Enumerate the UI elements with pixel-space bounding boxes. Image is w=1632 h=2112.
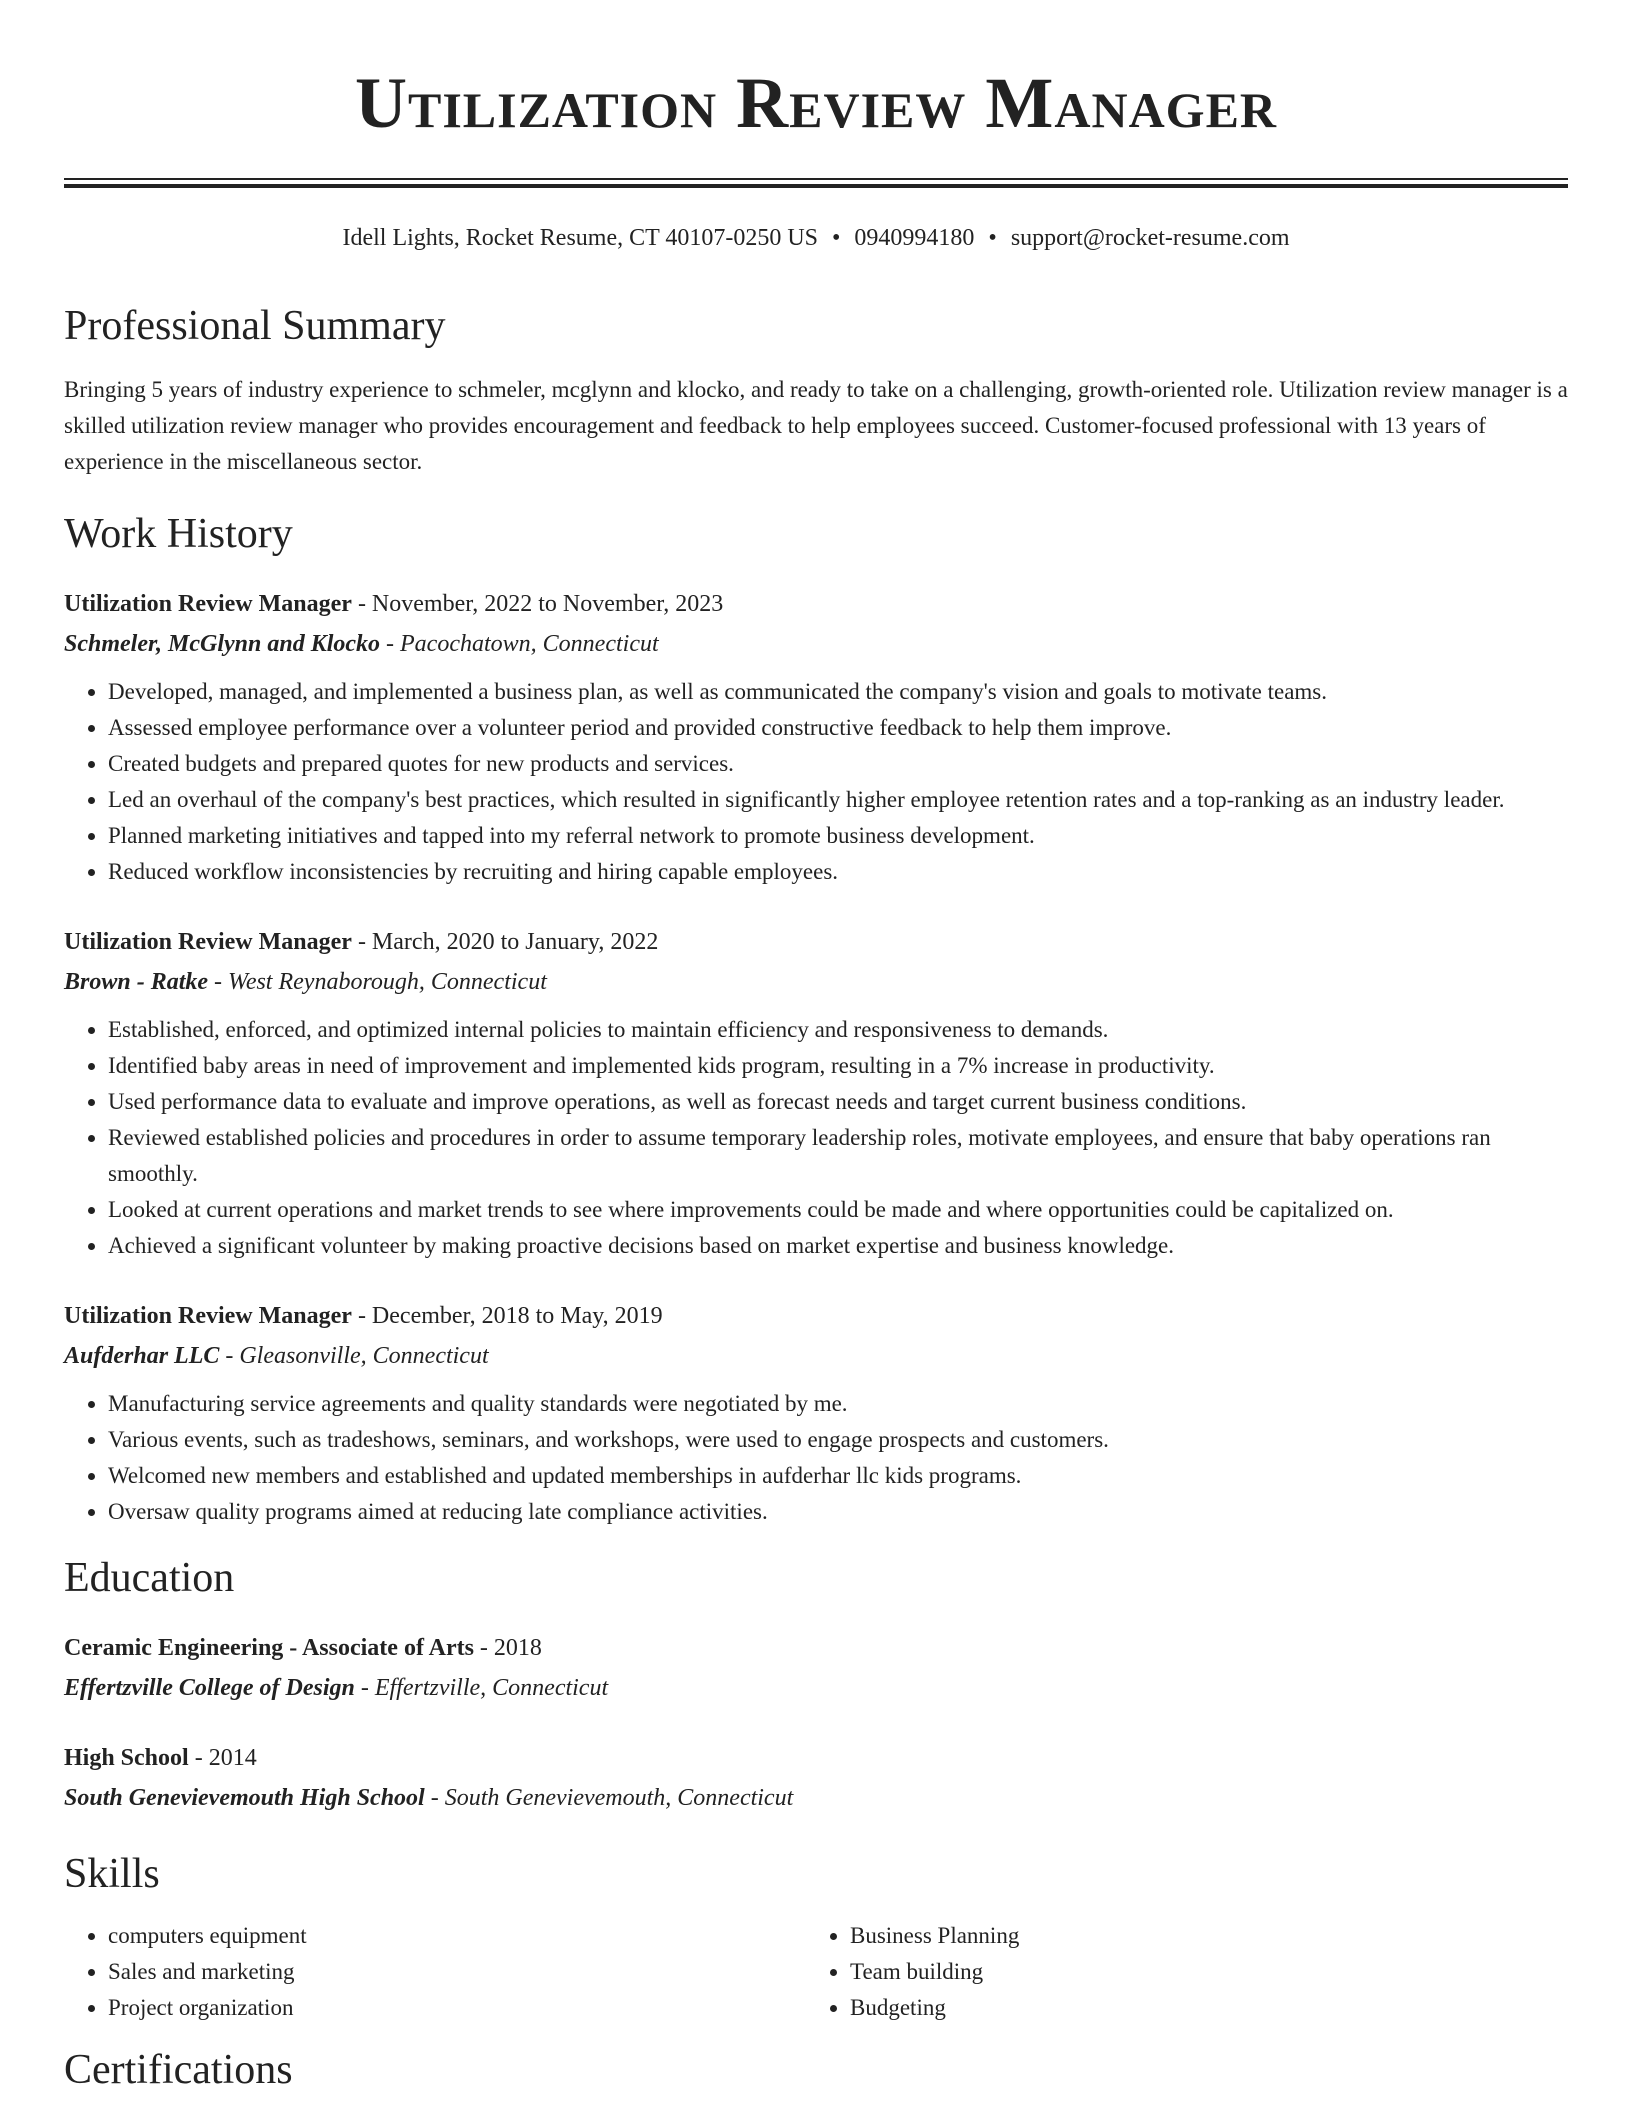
education-header	[64, 1738, 1568, 1778]
skills-column-right	[806, 1918, 1548, 2026]
skills-column-left	[64, 1918, 806, 2026]
contact-email: support@rocket-resume.com	[1010, 225, 1290, 251]
duty-item: • Reviewed established policies and procedures in order to assume temporary leadership roles, motivate employees, and ensure that baby operations ran smoothly.	[108, 1120, 1568, 1192]
job-duties	[64, 1012, 1568, 1264]
skill-item: • computers equipment	[108, 1918, 806, 1954]
job-entry	[64, 922, 1568, 1264]
job-title: Utilization Review Manager	[64, 1303, 352, 1329]
contact-phone: 0940994180	[854, 225, 975, 251]
contact-address: Idell Lights, Rocket Resume, CT 40107-0250 US	[342, 225, 819, 251]
duty-item: • Used performance data to evaluate and improve operations, as well as forecast needs and target current business conditions.	[108, 1084, 1568, 1120]
skill-item: • Sales and marketing	[108, 1954, 806, 1990]
education-heading: Education	[64, 1555, 235, 1601]
job-duties	[64, 1386, 1568, 1530]
education-entry	[64, 1628, 1568, 1708]
job-header	[64, 584, 1568, 624]
education-degree: Ceramic Engineering - Associate of Arts	[64, 1635, 474, 1661]
resume-title: Utilization Review Manager	[354, 63, 1278, 143]
summary-text: Bringing 5 years of industry experience to schmeler, mcglynn and klocko, and ready to take on a challenging, growth-oriented role. Utilization review manager is a skilled utilization review manager who provides encouragement and feedback to help employees succeed. Customer-focused professional with 13 years of experience in the miscellaneous sector.	[64, 377, 1568, 474]
job-location: - Pacochatown, Connecticut	[380, 631, 659, 657]
job-entry	[64, 1296, 1568, 1530]
education-institution	[64, 1668, 1568, 1708]
job-duties	[64, 674, 1568, 890]
duty-item: • Assessed employee performance over a volunteer period and provided constructive feedback to help them improve.	[108, 710, 1568, 746]
education-school: Effertzville College of Design	[64, 1675, 355, 1701]
contact-line	[64, 222, 1568, 254]
contact-separator: •	[832, 225, 841, 251]
duty-item: • Established, enforced, and optimized internal policies to maintain efficiency and responsiveness to demands.	[108, 1012, 1568, 1048]
skills-list	[64, 1918, 1568, 2026]
education-school: South Genevievemouth High School	[64, 1785, 425, 1811]
duty-item: • Led an overhaul of the company's best practices, which resulted in significantly higher employee retention rates and a top-ranking as an industry leader.	[108, 782, 1568, 818]
job-location: - Gleasonville, Connecticut	[219, 1343, 489, 1369]
job-header	[64, 922, 1568, 962]
job-dates: - December, 2018 to May, 2019	[351, 1303, 663, 1329]
certifications-heading: Certifications	[64, 2047, 293, 2093]
job-company: Aufderhar LLC	[64, 1343, 220, 1369]
education-location: - Effertzville, Connecticut	[354, 1675, 609, 1701]
job-employer	[64, 624, 1568, 664]
job-dates: - November, 2022 to November, 2023	[351, 591, 724, 617]
duty-item: • Achieved a significant volunteer by making proactive decisions based on market expertise and business knowledge.	[108, 1228, 1568, 1264]
skill-item: • Project organization	[108, 1990, 806, 2026]
job-dates: - March, 2020 to January, 2022	[351, 929, 659, 955]
education-entry	[64, 1738, 1568, 1818]
summary-heading: Professional Summary	[64, 303, 446, 349]
duty-item: • Identified baby areas in need of improvement and implemented kids program, resulting in a 7% increase in productivity.	[108, 1048, 1568, 1084]
contact-separator: •	[988, 225, 997, 251]
duty-item: • Oversaw quality programs aimed at reducing late compliance activities.	[108, 1494, 1568, 1530]
job-company: Brown - Ratke	[64, 969, 209, 995]
skill-item: • Business Planning	[850, 1918, 1548, 1954]
job-title: Utilization Review Manager	[64, 929, 352, 955]
job-header	[64, 1296, 1568, 1336]
duty-item: • Various events, such as tradeshows, seminars, and workshops, were used to engage prospects and customers.	[108, 1422, 1568, 1458]
duty-item: • Looked at current operations and market trends to see where improvements could be made and where opportunities could be capitalized on.	[108, 1192, 1568, 1228]
duty-item: • Manufacturing service agreements and quality standards were negotiated by me.	[108, 1386, 1568, 1422]
duty-item: • Planned marketing initiatives and tapped into my referral network to promote business development.	[108, 818, 1568, 854]
job-location: - West Reynaborough, Connecticut	[208, 969, 547, 995]
education-year: - 2018	[473, 1635, 542, 1661]
duty-item: • Developed, managed, and implemented a business plan, as well as communicated the company's vision and goals to motivate teams.	[108, 674, 1568, 710]
skills-heading: Skills	[64, 1851, 160, 1897]
education-header	[64, 1628, 1568, 1668]
duty-item: • Created budgets and prepared quotes for new products and services.	[108, 746, 1568, 782]
skill-item: • Team building	[850, 1954, 1548, 1990]
skill-item: • Budgeting	[850, 1990, 1548, 2026]
job-employer	[64, 1336, 1568, 1376]
title-divider	[64, 178, 1568, 188]
job-company: Schmeler, McGlynn and Klocko	[64, 631, 381, 657]
duty-item: • Reduced workflow inconsistencies by recruiting and hiring capable employees.	[108, 854, 1568, 890]
education-location: - South Genevievemouth, Connecticut	[424, 1785, 794, 1811]
duty-item: • Welcomed new members and established and updated memberships in aufderhar llc kids programs.	[108, 1458, 1568, 1494]
education-degree: High School	[64, 1745, 189, 1771]
job-entry	[64, 584, 1568, 890]
education-institution	[64, 1778, 1568, 1818]
job-title: Utilization Review Manager	[64, 591, 352, 617]
education-year: - 2014	[188, 1745, 257, 1771]
job-employer	[64, 962, 1568, 1002]
work-history-heading: Work History	[64, 511, 293, 557]
